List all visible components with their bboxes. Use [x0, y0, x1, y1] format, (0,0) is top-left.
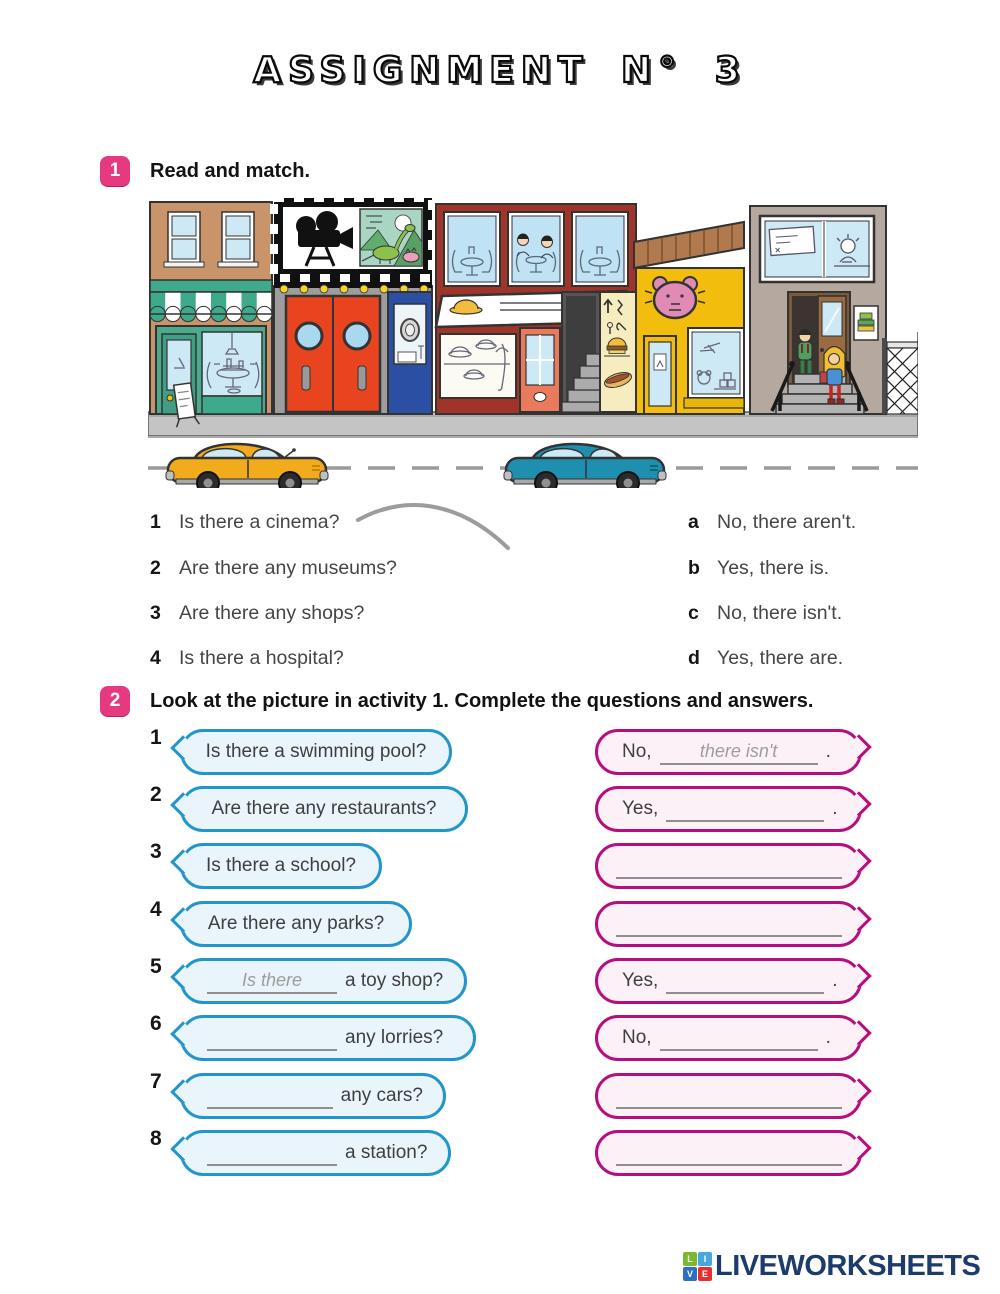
qa-row-4 [148, 898, 938, 953]
street-scene-svg [148, 196, 918, 488]
sidewalk [148, 412, 918, 436]
toy-shop-building [634, 222, 744, 414]
answer-prefix: Yes, [622, 970, 659, 991]
question-bubble-6 [180, 1015, 476, 1061]
question-number: 4 [150, 647, 161, 670]
snack-bar-entrance [562, 292, 600, 412]
logo-square-l: L [683, 1252, 697, 1266]
answer-bubble-4 [595, 901, 862, 947]
answer-bubble-7 [595, 1073, 862, 1119]
hat-shop-door [520, 328, 560, 412]
answer-bubble-3 [595, 843, 862, 889]
question-bubble-8 [180, 1130, 451, 1176]
question-text: any cars? [340, 1085, 423, 1106]
answer-letter: b [688, 556, 700, 579]
match-answer-b[interactable] [688, 545, 856, 590]
match-question-3[interactable] [150, 591, 397, 636]
question-text: Are there any museums? [179, 556, 397, 579]
liveworksheets-logo-icon [683, 1252, 712, 1281]
question-blank[interactable] [207, 1140, 337, 1166]
fence [882, 332, 918, 414]
answer-prefix: Yes, [622, 798, 659, 819]
answer-text: No, there aren't. [717, 511, 857, 534]
answer-text: No, there isn't. [717, 601, 843, 624]
question-text: Is there a hospital? [179, 647, 344, 670]
answer-bubble-1 [595, 729, 862, 775]
question-blank[interactable] [207, 1083, 333, 1109]
qa-row-5 [148, 955, 938, 1010]
answer-blank[interactable] [616, 911, 842, 937]
match-answers [688, 500, 856, 682]
hat-shop-window [440, 334, 516, 398]
question-number: 1 [150, 511, 161, 534]
cinema-billboard [274, 198, 432, 278]
activity2-header [100, 686, 813, 716]
ticket-booth [388, 292, 432, 414]
activity2-instruction: Look at the picture in activity 1. Complete the questions and answers. [150, 689, 814, 712]
match-question-4[interactable] [150, 636, 397, 681]
row-number: 6 [150, 1012, 162, 1035]
match-answer-d[interactable] [688, 636, 856, 681]
toy-shop-window [684, 328, 744, 408]
question-text: a station? [345, 1142, 428, 1163]
question-bubble-3 [180, 843, 382, 889]
answer-blank[interactable] [666, 796, 824, 822]
qa-row-2 [148, 783, 938, 838]
row-number: 8 [150, 1127, 162, 1150]
answer-bubble-6 [595, 1015, 862, 1061]
liveworksheets-wordmark: LIVEWORKSHEETS [715, 1250, 981, 1282]
page-title: ASSIGNMENT N° 3 [253, 50, 747, 91]
question-text: Is there a swimming pool? [205, 741, 427, 762]
activity1-instruction: Read and match. [150, 159, 311, 182]
qa-row-6 [148, 1012, 938, 1067]
logo-square-v: V [683, 1267, 697, 1281]
question-number: 3 [150, 601, 161, 624]
logo-square-e: E [698, 1267, 712, 1281]
cafe-storefront [156, 326, 266, 414]
cafe-awning [150, 280, 272, 322]
answer-bubble-5 [595, 958, 862, 1004]
question-text: Are there any shops? [179, 601, 365, 624]
question-text: a toy shop? [345, 970, 444, 991]
question-bubble-5 [180, 958, 467, 1004]
activity1-number-badge: 1 [100, 156, 130, 186]
answer-letter: a [688, 511, 699, 534]
logo-square-i: I [698, 1252, 712, 1266]
row-number: 1 [150, 726, 162, 749]
question-blank[interactable]: Is there [207, 968, 337, 994]
answer-blank[interactable] [616, 1083, 842, 1109]
question-bubble-1 [180, 729, 452, 775]
match-example-line [350, 496, 520, 560]
question-bubble-2 [180, 786, 468, 832]
question-bubble-7 [180, 1073, 446, 1119]
row-number: 2 [150, 783, 162, 806]
street-scene-illustration [148, 196, 918, 488]
activity2-rows [148, 726, 938, 1196]
question-blank[interactable] [207, 1025, 337, 1051]
answer-blank[interactable] [616, 853, 842, 879]
answer-period: . [825, 1027, 831, 1048]
row-number: 4 [150, 898, 162, 921]
row-number: 5 [150, 955, 162, 978]
answer-letter: c [688, 601, 699, 624]
liveworksheets-logo[interactable] [683, 1250, 980, 1283]
activity2-number-badge: 2 [100, 686, 130, 716]
match-answer-c[interactable] [688, 591, 856, 636]
answer-prefix: No, [622, 741, 652, 762]
answer-blank[interactable] [666, 968, 824, 994]
question-text: Are there any restaurants? [211, 798, 437, 819]
answer-blank[interactable] [616, 1140, 842, 1166]
cinema-building [274, 198, 432, 414]
qa-row-1 [148, 726, 938, 781]
toy-shop-door [644, 336, 676, 414]
answer-prefix: No, [622, 1027, 652, 1048]
qa-row-3 [148, 840, 938, 895]
hat-shop-building [436, 204, 636, 414]
answer-letter: d [688, 647, 700, 670]
qa-row-7 [148, 1070, 938, 1125]
answer-text: Yes, there is. [717, 556, 830, 579]
qa-row-8 [148, 1127, 938, 1182]
question-text: Are there any parks? [207, 913, 385, 934]
cinema-doors [286, 296, 380, 412]
answer-period: . [825, 741, 831, 762]
answer-bubble-2 [595, 786, 862, 832]
question-bubble-4 [180, 901, 412, 947]
answer-period: . [832, 798, 838, 819]
answer-bubble-8 [595, 1130, 862, 1176]
answer-blank[interactable]: there isn't [660, 739, 818, 765]
answer-blank[interactable] [660, 1025, 818, 1051]
cafe-building [150, 202, 272, 427]
snack-bar-signs [600, 292, 636, 412]
question-text: Is there a cinema? [179, 511, 340, 534]
question-text: Is there a school? [206, 855, 356, 876]
activity1-header [100, 156, 310, 186]
answer-period: . [832, 970, 838, 991]
whiteboard [769, 226, 815, 255]
restaurant-windows [444, 212, 628, 286]
question-text: any lorries? [345, 1027, 444, 1048]
row-number: 3 [150, 840, 162, 863]
row-number: 7 [150, 1070, 162, 1093]
books-sign [854, 306, 878, 340]
question-number: 2 [150, 556, 161, 579]
dinosaur-poster [360, 209, 422, 266]
answer-text: Yes, there are. [717, 647, 844, 670]
school-building [750, 206, 886, 414]
school-window [760, 216, 874, 282]
match-answer-a[interactable] [688, 500, 856, 545]
